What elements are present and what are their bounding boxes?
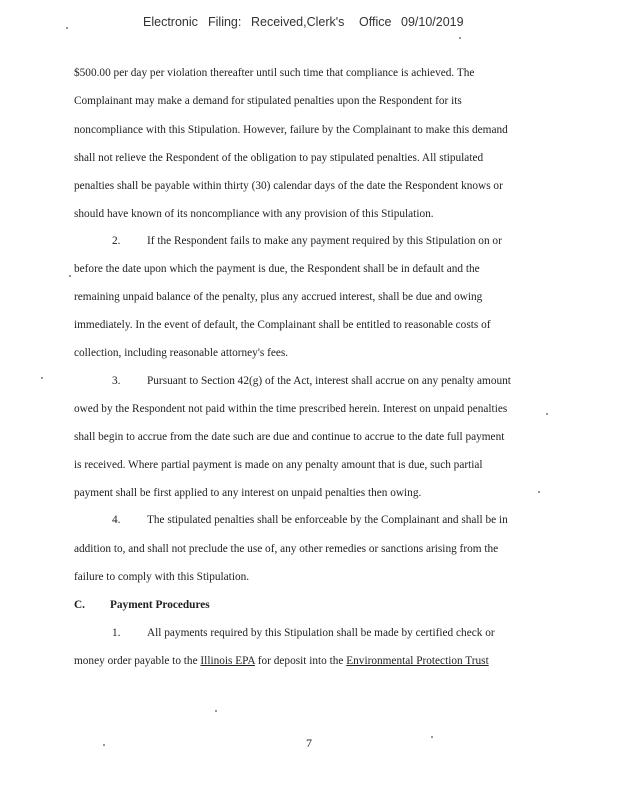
page-number: 7 [306,736,312,750]
text-line: collection, including reasonable attorney's fees. [74,347,289,359]
scan-speck [215,710,217,712]
illinois-epa-underlined: Illinois EPA [200,655,255,667]
header-date: 09/10/2019 [401,15,464,29]
header-electronic: Electronic [143,15,198,29]
text-line: remaining unpaid balance of the penalty, plus any accrued interest, shall be due and owing [74,291,483,303]
text-line: failure to comply with this Stipulation. [74,571,250,583]
scan-speck [546,413,548,415]
text-line: noncompliance with this Stipulation. However, failure by the Complainant to make this demand [74,124,508,136]
text-line: payment shall be first applied to any interest on unpaid penalties then owing. [74,487,422,499]
paragraph-number: 4. [112,514,121,526]
text-line: before the date upon which the payment is due, the Respondent shall be in default and the [74,263,480,275]
text-segment: money order payable to the [74,655,201,667]
scan-speck [538,491,540,493]
text-line-last [74,655,489,667]
scan-speck [69,275,71,277]
trust-fund-underlined: Environmental Protection Trust [346,655,489,667]
text-line: Pursuant to Section 42(g) of the Act, interest shall accrue on any penalty amount [147,375,511,387]
scan-speck [103,744,105,746]
header-received: Received,Clerk's [251,15,345,29]
scan-speck [459,37,461,39]
header-filing: Filing: [208,15,242,29]
scan-speck [66,27,68,29]
text-line: is received. Where partial payment is made on any penalty amount that is due, such partial [74,459,483,471]
text-line: shall begin to accrue from the date such are due and continue to accrue to the date full payment [74,431,505,443]
text-line: All payments required by this Stipulation shall be made by certified check or [147,627,495,639]
text-line: penalties shall be payable within thirty (30) calendar days of the date the Respondent knows or [74,180,503,192]
header-office: Office [359,15,392,29]
text-line: $500.00 per day per violation thereafter until such time that compliance is achieved. The [74,67,475,79]
text-line: immediately. In the event of default, the Complainant shall be entitled to reasonable costs of [74,319,491,331]
paragraph-number: 1. [112,627,121,639]
scan-speck [41,377,43,379]
paragraph-number: 3. [112,375,121,387]
text-line: shall not relieve the Respondent of the obligation to pay stipulated penalties. All stipulated [74,152,484,164]
section-letter: C. [74,599,85,611]
section-heading: Payment Procedures [110,599,210,611]
text-line: owed by the Respondent not paid within the time prescribed herein. Interest on unpaid penalties [74,403,508,415]
text-line: The stipulated penalties shall be enforceable by the Complainant and shall be in [147,514,508,526]
text-segment: for deposit into the [254,655,347,667]
filing-header [0,15,618,35]
text-line: Complainant may make a demand for stipulated penalties upon the Respondent for its [74,95,462,107]
text-line: If the Respondent fails to make any payment required by this Stipulation on or [147,235,502,247]
text-line: should have known of its noncompliance with any provision of this Stipulation. [74,208,434,220]
text-line: addition to, and shall not preclude the use of, any other remedies or sanctions arising from the [74,543,499,555]
paragraph-number: 2. [112,235,121,247]
scan-speck [431,736,433,738]
